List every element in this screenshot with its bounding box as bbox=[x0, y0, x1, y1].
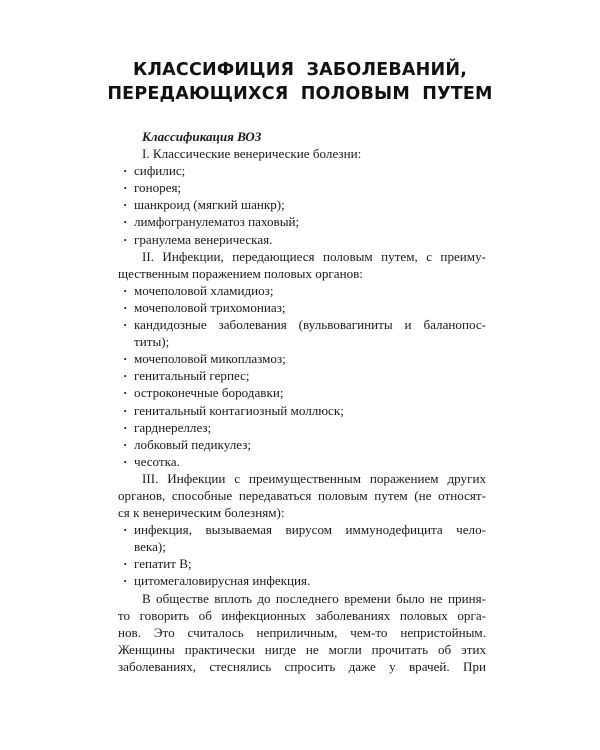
paragraph-line: заболеваниях, стеснялись спросить даже у врачей. При bbox=[118, 658, 486, 674]
list-item-continuation: века); bbox=[134, 539, 166, 555]
list-item: · чесотка. bbox=[123, 453, 180, 469]
bullet-icon: · bbox=[123, 402, 128, 418]
list-item: · сифилис; bbox=[123, 163, 186, 179]
bullet-icon: · bbox=[123, 299, 128, 315]
bullet-icon: · bbox=[123, 163, 128, 179]
bullet-icon: · bbox=[123, 282, 128, 298]
group-3-heading-line-2: органов, способные передаваться половым путем (не относят- bbox=[118, 487, 486, 503]
bullet-icon: · bbox=[123, 573, 128, 589]
bullet-icon: · bbox=[123, 522, 128, 538]
group-3-heading-line-1: III. Инфекции с преимущественным поражением других bbox=[142, 470, 486, 486]
list-item: · инфекция, вызываемая вирусом иммунодефицита чело- bbox=[123, 522, 486, 538]
section-heading: Классификация ВОЗ bbox=[142, 129, 262, 144]
bullet-icon: · bbox=[123, 180, 128, 196]
list-item: · мочеполовой трихомониаз; bbox=[123, 299, 286, 315]
bullet-icon: · bbox=[123, 453, 128, 469]
paragraph-line: Женщины практически нигде не могли прочитать об этих bbox=[118, 641, 486, 657]
list-item: · гранулема венерическая. bbox=[123, 231, 273, 247]
bullet-icon: · bbox=[123, 231, 128, 247]
list-item: · генитальный герпес; bbox=[123, 368, 250, 384]
paragraph-line: нов. Это считалось неприличным, чем-то непристойным. bbox=[118, 624, 486, 640]
group-1-heading: I. Классические венерические болезни: bbox=[142, 146, 362, 162]
bullet-icon: · bbox=[123, 351, 128, 367]
bullet-icon: · bbox=[123, 317, 128, 333]
bullet-icon: · bbox=[123, 419, 128, 435]
page-body bbox=[118, 128, 486, 675]
chapter-title-line-2: ПЕРЕДАЮЩИХСЯ ПОЛОВЫМ ПУТЕМ bbox=[107, 84, 493, 104]
list-item: · остроконечные бородавки; bbox=[123, 385, 284, 401]
bullet-icon: · bbox=[123, 197, 128, 213]
list-item: · гарднереллез; bbox=[123, 419, 212, 435]
list-item: · мочеполовой хламидиоз; bbox=[123, 282, 274, 298]
group-3-heading-line-3: ся к венерическим болезням): bbox=[118, 505, 285, 521]
chapter-title-line-1: КЛАССИФИЦИЯ ЗАБОЛЕВАНИЙ, bbox=[132, 60, 468, 80]
bullet-icon: · bbox=[123, 436, 128, 452]
bullet-icon: · bbox=[123, 368, 128, 384]
list-item: · шанкроид (мягкий шанкр); bbox=[123, 197, 285, 213]
list-item: · гепатит В; bbox=[123, 556, 192, 572]
group-2-heading-line-1: II. Инфекции, передающиеся половым путем, с преиму- bbox=[142, 248, 486, 264]
list-item: · цитомегаловирусная инфекция. bbox=[123, 573, 311, 589]
list-item: · лимфогранулематоз паховый; bbox=[123, 214, 300, 230]
list-item: · генитальный контагиозный моллюск; bbox=[123, 402, 344, 418]
paragraph-line: В обществе вплоть до последнего времени было не приня- bbox=[142, 590, 486, 606]
bullet-icon: · bbox=[123, 385, 128, 401]
list-item: · мочеполовой микоплазмоз; bbox=[123, 351, 286, 367]
list-item-continuation: титы); bbox=[134, 334, 170, 350]
paragraph-line: то говорить об инфекционных заболеваниях половых орга- bbox=[118, 607, 486, 623]
group-2-heading-line-2: щественным поражением половых органов: bbox=[118, 265, 363, 281]
list-item: · кандидозные заболевания (вульвовагиниты и баланопос- bbox=[123, 317, 486, 333]
chapter-title bbox=[100, 58, 500, 106]
bullet-icon: · bbox=[123, 214, 128, 230]
bullet-icon: · bbox=[123, 556, 128, 572]
list-item: · лобковый педикулез; bbox=[123, 436, 252, 452]
list-item: · гонорея; bbox=[123, 180, 182, 196]
